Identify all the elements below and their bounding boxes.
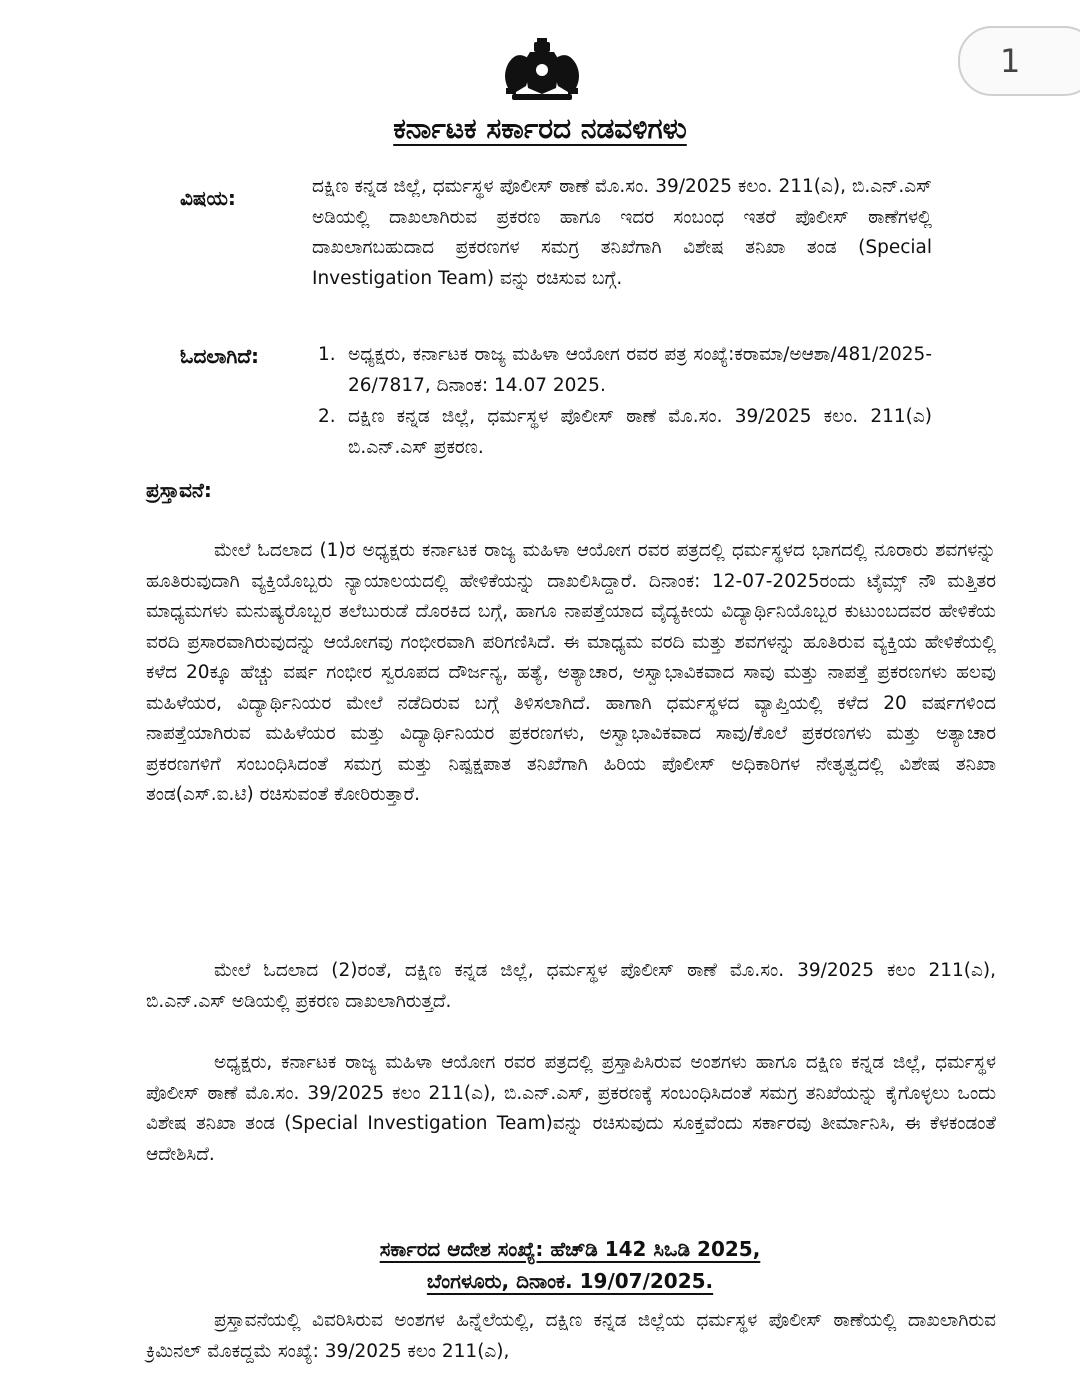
karnataka-emblem-icon (498, 36, 586, 104)
subject-text: ದಕ್ಷಿಣ ಕನ್ನಡ ಜಿಲ್ಲೆ, ಧರ್ಮಸ್ಥಳ ಪೊಲೀಸ್ ಠಾಣೆ ಮೊ.ಸಂ. 39/2025 ಕಲಂ. 211(ಎ), ಬಿ.ಎನ್.ಎಸ್ ಅಡಿಯಲ್ಲಿ ದಾಖಲಾಗಿರುವ ಪ್ರಕರಣ ಹಾಗೂ ಇದರ ಸಂಬಂಧ ಇತರೆ ಪೊಲೀಸ್ ಠಾಣೆಗಳಲ್ಲಿ ದಾಖಲಾಗಬಹುದಾದ ಪ್ರಕರಣಗಳ ಸಮಗ್ರ ತನಿಖೆಗಾಗಿ ವಿಶೇಷ ತನಿಖಾ ತಂಡ (Special Investigation Team) ವನ್ನು ರಚಿಸುವ ಬಗ್ಗೆ. (312, 176, 932, 289)
preamble-paragraph-2: ಮೇಲೆ ಓದಲಾದ (2)ರಂತೆ, ದಕ್ಷಿಣ ಕನ್ನಡ ಜಿಲ್ಲೆ, ಧರ್ಮಸ್ಥಳ ಪೊಲೀಸ್ ಠಾಣೆ ಮೊ.ಸಂ. 39/2025 ಕಲಂ 211(ಎ), ಬಿ.ಎನ್.ಎಸ್ ಅಡಿಯಲ್ಲಿ ಪ್ರಕರಣ ದಾಖಲಾಗಿರುತ್ತದೆ. (146, 960, 996, 1012)
order-place-date-line: ಬೆಂಗಳೂರು, ದಿನಾಂಕ. 19/07/2025. (426, 1269, 714, 1293)
order-body: ಪ್ರಸ್ತಾವನೆಯಲ್ಲಿ ವಿವರಿಸಿರುವ ಅಂಶಗಳ ಹಿನ್ನೆಲೆಯಲ್ಲಿ, ದಕ್ಷಿಣ ಕನ್ನಡ ಜಿಲ್ಲೆಯ ಧರ್ಮಸ್ಥಳ ಪೊಲೀಸ್ ಠಾಣೆಯಲ್ಲಿ ದಾಖಲಾಗಿರುವ ಕ್ರಿಮಿನಲ್ ಮೊಕದ್ದಮೆ ಸಂಖ್ಯೆ: 39/2025 ಕಲಂ 211(ಎ), (146, 1310, 996, 1362)
subject-label: ವಿಷಯ: (180, 186, 236, 210)
preamble-paragraph-3: ಅಧ್ಯಕ್ಷರು, ಕರ್ನಾಟಕ ರಾಜ್ಯ ಮಹಿಳಾ ಆಯೋಗ ರವರ ಪತ್ರದಲ್ಲಿ ಪ್ರಸ್ತಾಪಿಸಿರುವ ಅಂಶಗಳು ಹಾಗೂ ದಕ್ಷಿಣ ಕನ್ನಡ ಜಿಲ್ಲೆ, ಧರ್ಮಸ್ಥಳ ಪೊಲೀಸ್ ಠಾಣೆ ಮೊ.ಸಂ. 39/2025 ಕಲಂ 211(ಎ), ಬಿ.ಎನ್.ಎಸ್, ಪ್ರಕರಣಕ್ಕೆ ಸಂಬಂಧಿಸಿದಂತೆ ಸಮಗ್ರ ತನಿಖೆಯನ್ನು ಕೈಗೊಳ್ಳಲು ಒಂದು ವಿಶೇಷ ತನಿಖಾ ತಂಡ (Special Investigation Team)ವನ್ನು ರಚಿಸುವುದು ಸೂಕ್ತವೆಂದು ಸರ್ಕಾರವು ತೀರ್ಮಾನಿಸಿ, ಈ ಕೆಳಕಂಡಂತೆ ಆದೇಶಿಸಿದೆ. (146, 1052, 996, 1165)
preamble-paragraph-1: ಮೇಲೆ ಓದಲಾದ (1)ರ ಅಧ್ಯಕ್ಷರು ಕರ್ನಾಟಕ ರಾಜ್ಯ ಮಹಿಳಾ ಆಯೋಗ ರವರ ಪತ್ರದಲ್ಲಿ ಧರ್ಮಸ್ಥಳದ ಭಾಗದಲ್ಲಿ ನೂರಾರು ಶವಗಳನ್ನು ಹೂತಿರುವುದಾಗಿ ವ್ಯಕ್ತಿಯೊಬ್ಬರು ನ್ಯಾಯಾಲಯದಲ್ಲಿ ಹೇಳಿಕೆಯನ್ನು ದಾಖಲಿಸಿದ್ದಾರೆ. ದಿನಾಂಕ: 12-07-2025ರಂದು ಟೈಮ್ಸ್ ನೌ ಮತ್ತಿತರ ಮಾಧ್ಯಮಗಳು ಮನುಷ್ಯರೊಬ್ಬರ ತಲೆಬುರುಡೆ ದೊರಕಿದ ಬಗ್ಗೆ, ಹಾಗೂ ನಾಪತ್ತೆಯಾದ ವೈದ್ಯಕೀಯ ವಿದ್ಯಾರ್ಥಿನಿಯೊಬ್ಬರ ಕುಟುಂಬದವರ ಹೇಳಿಕೆಯ ವರದಿ ಪ್ರಸಾರವಾಗಿರುವುದನ್ನು ಆಯೋಗವು ಗಂಭೀರವಾಗಿ ಪರಿಗಣಿಸಿದೆ. ಈ ಮಾಧ್ಯಮ ವರದಿ ಮತ್ತು ಶವಗಳನ್ನು ಹೂತಿರುವ ವ್ಯಕ್ತಿಯ ಹೇಳಿಕೆಯಲ್ಲಿ ಕಳೆದ 20ಕ್ಕೂ ಹೆಚ್ಚು ವರ್ಷ ಗಂಭೀರ ಸ್ವರೂಪದ ದೌರ್ಜನ್ಯ, ಹತ್ಯೆ, ಅತ್ಯಾಚಾರ, ಅಸ್ವಾಭಾವಿಕವಾದ ಸಾವು ಮತ್ತು ನಾಪತ್ತೆ ಪ್ರಕರಣಗಳು ಹಲವು ಮಹಿಳೆಯರ, ವಿದ್ಯಾರ್ಥಿನಿಯರ ಮೇಲೆ ನಡೆದಿರುವ ಬಗ್ಗೆ ತಿಳಿಸಲಾಗಿದೆ. ಹಾಗಾಗಿ ಧರ್ಮಸ್ಥಳದ ವ್ಯಾಪ್ತಿಯಲ್ಲಿ ಕಳೆದ 20 ವರ್ಷಗಳಿಂದ ನಾಪತ್ತೆಯಾಗಿರುವ ಮಹಿಳೆಯರ ಮತ್ತು ವಿದ್ಯಾರ್ಥಿನಿಯರ ಪ್ರಕರಣಗಳು, ಅಸ್ವಾಭಾವಿಕವಾದ ಸಾವು/ಕೊಲೆ ಪ್ರಕರಣಗಳು ಮತ್ತು ಅತ್ಯಾಚಾರ ಪ್ರಕರಣಗಳಿಗೆ ಸಂಬಂಧಿಸಿದಂತೆ ಸಮಗ್ರ ಮತ್ತು ನಿಷ್ಪಕ್ಷಪಾತ ತನಿಖೆಗಾಗಿ ಹಿರಿಯ ಪೊಲೀಸ್ ಅಧಿಕಾರಿಗಳ ನೇತೃತ್ವದಲ್ಲಿ ವಿಶೇಷ ತನಿಖಾ ತಂಡ(ಎಸ್.ಐ.ಟಿ) ರಚಿಸುವಂತೆ ಕೋರಿರುತ್ತಾರೆ. (146, 540, 996, 805)
page-number-badge (958, 26, 1080, 96)
references-label: ಓದಲಾಗಿದೆ: (180, 344, 260, 368)
order-number-line: ಸರ್ಕಾರದ ಆದೇಶ ಸಂಖ್ಯೆ: ಹೆಚ್‌ಡಿ 142 ಸಿಒಡಿ 2025, (379, 1237, 761, 1261)
reference-1-number: 1. (318, 344, 336, 365)
reference-2-text: ದಕ್ಷಿಣ ಕನ್ನಡ ಜಿಲ್ಲೆ, ಧರ್ಮಸ್ಥಳ ಪೊಲೀಸ್ ಠಾಣೆ ಮೊ.ಸಂ. 39/2025 ಕಲಂ. 211(ಎ) ಬಿ.ಎನ್.ಎಸ್ ಪ್ರಕರಣ. (348, 406, 932, 458)
preamble-label: ಪ್ರಸ್ತಾವನೆ: (146, 478, 212, 502)
reference-2-number: 2. (318, 406, 336, 427)
page-number: 1 (1000, 42, 1021, 80)
document-title: ಕರ್ನಾಟಕ ಸರ್ಕಾರದ ನಡವಳಿಗಳು (393, 112, 687, 145)
reference-1-text: ಅಧ್ಯಕ್ಷರು, ಕರ್ನಾಟಕ ರಾಜ್ಯ ಮಹಿಳಾ ಆಯೋಗ ರವರ ಪತ್ರ ಸಂಖ್ಯೆ:ಕರಾಮಾ/ಅಆಶಾ/481/2025-26/7817, ದಿನಾಂಕ: 14.07 2025. (348, 344, 932, 396)
